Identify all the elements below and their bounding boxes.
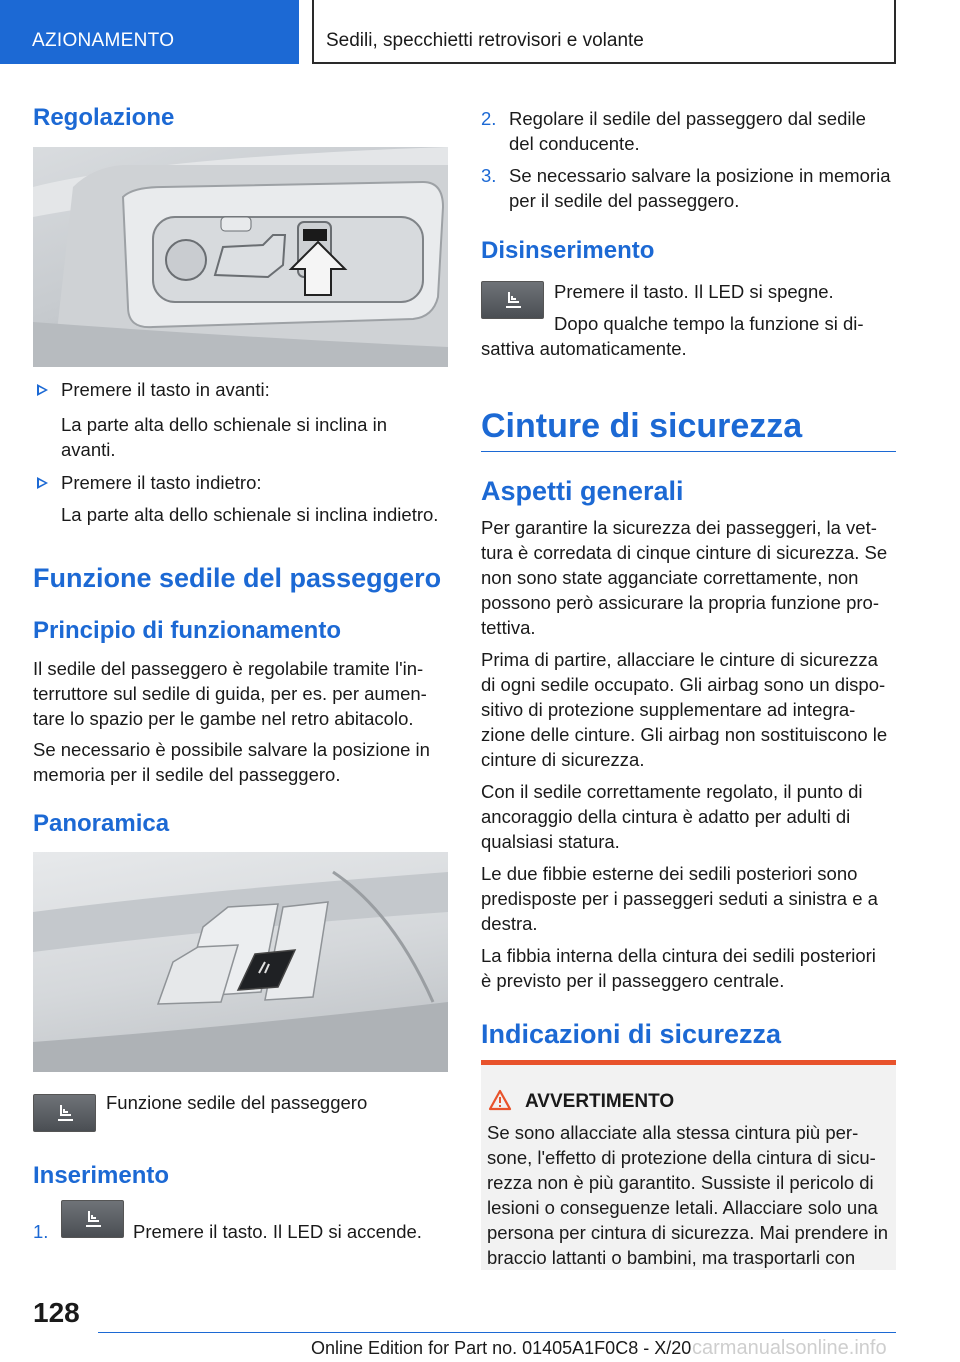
warning-title: AVVERTIMENTO <box>525 1091 675 1112</box>
disinserimento-line-2a: Dopo qualche tempo la funzione si di- <box>554 313 864 334</box>
button-caption: Funzione sedile del passeggero <box>106 1092 368 1113</box>
step-1-number: 1. <box>33 1221 49 1242</box>
principio-paragraph-2: Se necessario è possibile salvare la posizione in memoria per il sedile del passeggero. <box>33 739 430 785</box>
seat-icon <box>56 1103 76 1123</box>
principio-heading: Principio di funzionamento <box>33 617 341 644</box>
funzione-heading: Funzione sedile del passeggero <box>33 563 442 593</box>
aspetti-heading: Aspetti generali <box>481 476 684 506</box>
passenger-seat-panel-photo <box>33 852 448 1072</box>
disinserimento-heading: Disinserimento <box>481 237 655 264</box>
seat-adjust-photo <box>33 147 448 367</box>
cinture-divider <box>481 451 896 452</box>
cinture-heading: Cinture di sicurezza <box>481 407 803 445</box>
bullet-1-title: Premere il tasto in avanti: <box>61 379 270 400</box>
step-2-number: 2. <box>481 108 497 129</box>
step-1-text: Premere il tasto. Il LED si accende. <box>133 1221 422 1242</box>
disinserimento-line-1: Premere il tasto. Il LED si spegne. <box>554 281 834 302</box>
indicazioni-heading: Indicazioni di sicurezza <box>481 1019 782 1049</box>
header-section-label: AZIONAMENTO <box>32 30 175 51</box>
footer-divider <box>98 1332 896 1333</box>
footer-edition: Online Edition for Part no. 01405A1F0C8 - X/20 <box>311 1338 692 1358</box>
header-section-tab <box>0 0 299 64</box>
seat-icon <box>504 290 524 310</box>
warning-box <box>481 1060 896 1270</box>
page-number: 128 <box>33 1297 80 1328</box>
bullet-triangle-icon <box>37 384 48 396</box>
warning-text: Se sono allacciate alla stessa cintura più per-sone, l'effetto di protezione della cintura di sicu-rezza non è più garantito. Sussiste il pericolo di lesioni o conseguenze letali. Allacciare solo una persona per cintura di sicurezza. Mai prendere in braccio lattanti o bambini, ma trasportarli con <box>487 1122 889 1268</box>
regolazione-heading: Regolazione <box>33 104 175 131</box>
step-3-text: Se necessario salvare la posizione in memoria per il sedile del passeggero. <box>509 165 891 211</box>
bullet-1-text: La parte alta dello schienale si inclina in avanti. <box>61 414 388 460</box>
aspetti-paragraph-4: Le due fibbie esterne dei sedili posteriori sono predisposte per i passeggeri seduti a sinistra e a destra. <box>481 863 878 934</box>
bullet-2-text: La parte alta dello schienale si inclina indietro. <box>61 504 439 525</box>
bullet-2-title: Premere il tasto indietro: <box>61 472 262 493</box>
aspetti-paragraph-2: Prima di partire, allacciare le cinture di sicurezza di ogni sedile occupato. Gli airbag sono un dispo-sitivo di protezione supplementare ad integra-zione delle cinture. Gli airbag non sostituiscono le cinture di sicurezza. <box>481 649 888 770</box>
passenger-seat-button-image <box>61 1200 124 1238</box>
header-chapter-tab <box>312 0 896 64</box>
passenger-seat-button-image <box>481 281 544 319</box>
aspetti-paragraph-5: La fibbia interna della cintura dei sedili posteriori è previsto per il passeggero centrale. <box>481 945 876 991</box>
aspetti-paragraph-1: Per garantire la sicurezza dei passeggeri, la vet-tura è corredata di cinque cinture di sicurezza. Se non sono state agganciate correttamente, non possono però assicurare la propria funzione pro-tettiva. <box>481 517 888 638</box>
step-3-number: 3. <box>481 165 497 186</box>
aspetti-paragraph-3: Con il sedile correttamente regolato, il punto di ancoraggio della cintura è adatto per adulti di qualsiasi statura. <box>481 781 863 852</box>
passenger-seat-button-image <box>33 1094 96 1132</box>
inserimento-heading: Inserimento <box>33 1162 170 1189</box>
watermark: carmanualsonline.info <box>692 1337 887 1359</box>
seat-icon <box>84 1209 104 1229</box>
step-2-text: Regolare il sedile del passeggero dal sedile del conducente. <box>509 108 866 154</box>
warning-triangle-icon <box>488 1089 512 1111</box>
panoramica-heading: Panoramica <box>33 810 170 837</box>
header-chapter-label: Sedili, specchietti retrovisori e volante <box>326 30 644 51</box>
bullet-triangle-icon <box>37 477 48 489</box>
principio-paragraph-1: Il sedile del passeggero è regolabile tramite l'in-terruttore sul sedile di guida, per es. per aumen-tare lo spazio per le gambe nel retro abitacolo. <box>33 658 427 729</box>
disinserimento-line-2b: sattiva automaticamente. <box>481 338 687 359</box>
